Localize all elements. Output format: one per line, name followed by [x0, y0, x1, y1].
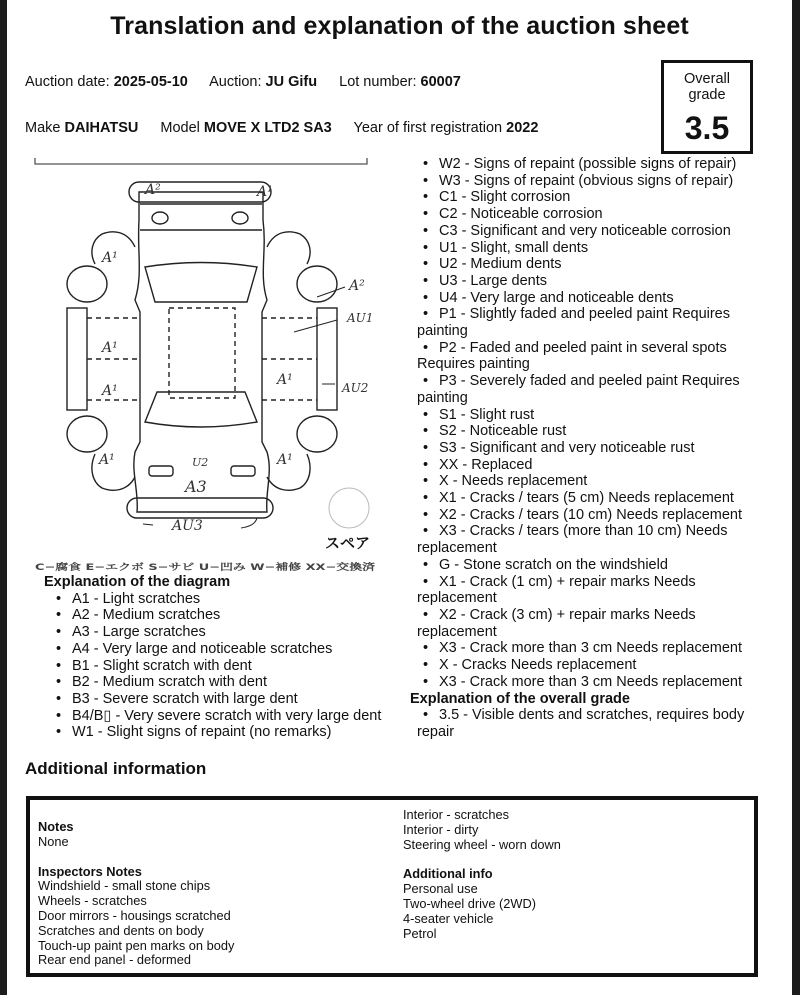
- legend-item: • B4/B▯ - Very severe scratch with very large dent: [43, 708, 381, 725]
- legend-item: [417, 256, 762, 273]
- legend-item: • A2 - Medium scratches: [43, 607, 381, 624]
- annotation-label: U2: [192, 456, 209, 469]
- legend-item-text: X2 - Crack (3 cm) + repair marks Needs replacement: [417, 606, 696, 640]
- legend-item-text: X1 - Crack (1 cm) + repair marks Needs replacement: [417, 573, 696, 607]
- lot-label: Lot number:: [339, 74, 417, 90]
- legend-item-text: P2 - Faded and peeled paint in several spots Requires painting: [417, 339, 727, 373]
- legend-item-text: S3 - Significant and very noticeable rust: [439, 439, 695, 456]
- bullet-icon: •: [423, 189, 429, 206]
- year-value: 2022: [506, 120, 539, 136]
- bullet-icon: •: [423, 523, 429, 540]
- rear-lamp-left: [152, 212, 168, 224]
- inspector-note: Interior - scratches: [403, 807, 509, 822]
- bullet-icon: •: [423, 339, 429, 356]
- legend-item: • A1 - Light scratches: [43, 591, 381, 608]
- auction-sheet-page: [7, 0, 792, 995]
- additional-info-title: Additional info: [403, 866, 493, 882]
- inspector-note: Windshield - small stone chips: [38, 878, 211, 894]
- legend-item-text: X1 - Cracks / tears (5 cm) Needs replacement: [439, 490, 734, 507]
- diagram-legend-heading: Explanation of the diagram: [44, 574, 231, 590]
- legend-item: [417, 156, 762, 173]
- wheel-rear-left: [67, 266, 107, 302]
- legend-item-text: U4 - Very large and noticeable dents: [439, 289, 674, 306]
- annotation-label: AU2: [342, 381, 369, 395]
- lot-value: 60007: [420, 74, 461, 90]
- auction-house: [209, 74, 317, 90]
- annotation-label: A¹: [277, 452, 293, 468]
- legend-item-text: U2 - Medium dents: [439, 256, 562, 273]
- legend-item: [417, 557, 762, 574]
- inspector-note: Door mirrors - housings scratched: [38, 907, 231, 923]
- info-column: [403, 808, 561, 941]
- legend-item-text: X3 - Crack more than 3 cm Needs replacement: [439, 640, 743, 657]
- overall-grade-box: [661, 60, 753, 154]
- left-side-skirt: [67, 308, 87, 410]
- additional-info-heading: Additional information: [25, 759, 207, 778]
- annotation-label: AU1: [347, 311, 374, 325]
- grade-explanation-heading: Explanation of the overall grade: [410, 690, 630, 707]
- legend-item-text: C2 - Noticeable corrosion: [439, 206, 603, 223]
- model-label: Model: [160, 120, 200, 136]
- make-label: Make: [25, 120, 61, 136]
- windshield: [145, 392, 257, 427]
- bullet-icon: •: [423, 172, 429, 189]
- roof-panel: [169, 308, 235, 398]
- make: [25, 120, 138, 136]
- diagram-legend: [43, 574, 381, 741]
- bullet-icon: •: [423, 556, 429, 573]
- legend-item: • B3 - Severe scratch with large dent: [43, 691, 381, 708]
- bullet-icon: •: [423, 640, 429, 657]
- legend-item: [417, 423, 762, 440]
- grade-explanation-list: [417, 707, 762, 740]
- legend-item-text: 3.5 - Visible dents and scratches, requires body repair: [417, 707, 745, 740]
- legend-item-text: X - Cracks Needs replacement: [439, 657, 637, 674]
- legend-item-text: C1 - Slight corrosion: [439, 189, 571, 206]
- headlight-right: [231, 466, 255, 476]
- auction-value: JU Gifu: [265, 74, 318, 90]
- legend-item: • B2 - Medium scratch with dent: [43, 674, 381, 691]
- additional-info-item: Personal use: [403, 881, 478, 897]
- legend-item: [417, 240, 762, 257]
- spare-label: スペア: [325, 534, 371, 552]
- inspector-note: Scratches and dents on body: [38, 922, 204, 938]
- registration-year: [354, 120, 539, 136]
- model-value: MOVE X LTD2 SA3: [203, 120, 332, 136]
- bullet-icon: •: [423, 506, 429, 523]
- notes-title: Notes: [38, 819, 74, 834]
- car-outline-diagram: [27, 152, 397, 572]
- additional-info-item: 4-seater vehicle: [403, 910, 494, 926]
- inspector-note: Wheels - scratches: [38, 893, 147, 909]
- overall-grade-label: Overall grade: [684, 71, 730, 103]
- auction-meta-row: [25, 74, 479, 90]
- diagram-footer-codes: C−腐食 E−エクボ S−サビ U−凹み W−補修 XX−交換済: [35, 563, 273, 572]
- legend-item: [417, 189, 762, 206]
- fender-rear-right: [267, 232, 310, 264]
- annotation-label: A¹: [102, 383, 118, 399]
- wheel-front-right: [297, 416, 337, 452]
- legend-item-text: U1 - Slight, small dents: [439, 239, 589, 256]
- legend-item: [417, 173, 762, 190]
- legend-item-text: P3 - Severely faded and peeled paint Requires painting: [417, 373, 740, 406]
- legend-item: • W1 - Slight signs of repaint (no remarks): [43, 724, 381, 741]
- legend-item: [417, 507, 762, 524]
- page-title: Translation and explanation of the auction sheet: [110, 12, 689, 40]
- legend-item: [417, 657, 762, 674]
- rear-window: [145, 263, 257, 303]
- bullet-icon: •: [423, 406, 429, 423]
- notes-item: None: [38, 833, 69, 849]
- inspector-notes-title: Inspectors Notes: [38, 863, 142, 879]
- bullet-icon: •: [423, 673, 429, 690]
- legend-item: [417, 457, 762, 474]
- bullet-icon: •: [423, 239, 429, 256]
- inspector-note: Touch-up paint pen marks on body: [38, 937, 235, 953]
- codes-legend: [410, 156, 762, 741]
- annotation-label: A¹: [102, 340, 118, 356]
- bullet-icon: •: [423, 156, 429, 172]
- bracket-line: [35, 158, 367, 164]
- bullet-icon: •: [423, 657, 429, 674]
- bullet-icon: •: [423, 490, 429, 507]
- annotation-label: A¹: [257, 184, 273, 200]
- annotation-label: A¹: [277, 372, 293, 388]
- legend-item-text: X3 - Cracks / tears (more than 10 cm) Needs replacement: [417, 523, 728, 557]
- bullet-icon: •: [423, 456, 429, 473]
- overall-grade-value: 3.5: [684, 110, 730, 146]
- bullet-icon: •: [423, 206, 429, 223]
- legend-item-text: P1 - Slightly faded and peeled paint Requires painting: [417, 306, 730, 340]
- bullet-icon: •: [423, 423, 429, 440]
- vehicle-meta-row: [25, 120, 556, 136]
- damage-diagram: [27, 152, 397, 572]
- legend-item-text: X2 - Cracks / tears (10 cm) Needs replacement: [439, 506, 742, 523]
- auction-date-label: Auction date:: [25, 74, 110, 90]
- legend-item: [417, 440, 762, 457]
- bullet-icon: •: [423, 306, 429, 323]
- make-value: DAIHATSU: [64, 120, 139, 136]
- legend-item: [417, 574, 762, 607]
- lot-number: [339, 74, 461, 90]
- legend-item-text: S2 - Noticeable rust: [439, 423, 567, 440]
- bullet-icon: •: [423, 222, 429, 239]
- bullet-icon: •: [423, 707, 429, 724]
- bullet-icon: •: [423, 272, 429, 289]
- legend-item-text: XX - Replaced: [439, 456, 533, 473]
- diagram-legend-list: [43, 591, 381, 741]
- model: [160, 120, 331, 136]
- auction-date-value: 2025-05-10: [113, 74, 188, 90]
- bullet-icon: •: [423, 573, 429, 590]
- bullet-icon: •: [423, 473, 429, 490]
- legend-item-text: W3 - Signs of repaint (obvious signs of repair): [439, 172, 734, 189]
- legend-item-text: U3 - Large dents: [439, 272, 548, 289]
- legend-item-text: X3 - Crack more than 3 cm Needs replacement: [439, 673, 743, 690]
- legend-item-text: W2 - Signs of repaint (possible signs of repair): [439, 156, 737, 172]
- year-label: Year of first registration: [353, 120, 503, 136]
- inspector-note: Steering wheel - worn down: [403, 836, 561, 852]
- auction-date: [25, 74, 188, 90]
- legend-item-text: C3 - Significant and very noticeable corrosion: [439, 222, 731, 239]
- bullet-icon: •: [423, 373, 429, 390]
- notes-column: [38, 820, 234, 968]
- legend-item: • B1 - Slight scratch with dent: [43, 658, 381, 675]
- inspector-note: Interior - dirty: [403, 821, 479, 837]
- additional-info-box: [26, 796, 758, 977]
- annotation-label: A3: [185, 477, 207, 496]
- legend-item: [417, 473, 762, 490]
- spare-tire-circle: [329, 488, 369, 528]
- legend-item: [417, 407, 762, 424]
- legend-item: [417, 223, 762, 240]
- legend-item: • A3 - Large scratches: [43, 624, 381, 641]
- headlight-left: [149, 466, 173, 476]
- bullet-icon: •: [423, 289, 429, 306]
- legend-item: [417, 523, 762, 556]
- codes-legend-list: [417, 156, 762, 691]
- legend-item: [417, 640, 762, 657]
- legend-item: [417, 206, 762, 223]
- wheel-front-left: [67, 416, 107, 452]
- legend-item: • A4 - Very large and noticeable scratches: [43, 641, 381, 658]
- legend-item: [417, 306, 762, 339]
- legend-item: [417, 707, 762, 740]
- annotation-label: A¹: [102, 250, 118, 266]
- front-bumper: [127, 498, 273, 518]
- auction-label: Auction:: [209, 74, 262, 90]
- legend-item-text: S1 - Slight rust: [439, 406, 535, 423]
- bullet-icon: •: [423, 606, 429, 623]
- legend-item: [417, 373, 762, 406]
- rear-lamp-right: [232, 212, 248, 224]
- legend-item: [417, 340, 762, 373]
- legend-item: [417, 290, 762, 307]
- inspector-note: Rear end panel - deformed: [38, 952, 191, 968]
- annotation-label: A²: [145, 182, 161, 198]
- annotation-label: A¹: [99, 452, 115, 468]
- legend-item-text: G - Stone scratch on the windshield: [439, 556, 668, 573]
- legend-item: [417, 490, 762, 507]
- additional-info-item: Two-wheel drive (2WD): [403, 895, 536, 911]
- bullet-icon: •: [423, 256, 429, 273]
- legend-item: [417, 674, 762, 691]
- additional-info-item: Petrol: [403, 925, 437, 941]
- annotation-label: A²: [349, 278, 365, 294]
- bullet-icon: •: [423, 439, 429, 456]
- legend-item: [417, 273, 762, 290]
- legend-item: [417, 607, 762, 640]
- legend-item-text: X - Needs replacement: [439, 473, 588, 490]
- annotation-label: AU3: [172, 518, 203, 534]
